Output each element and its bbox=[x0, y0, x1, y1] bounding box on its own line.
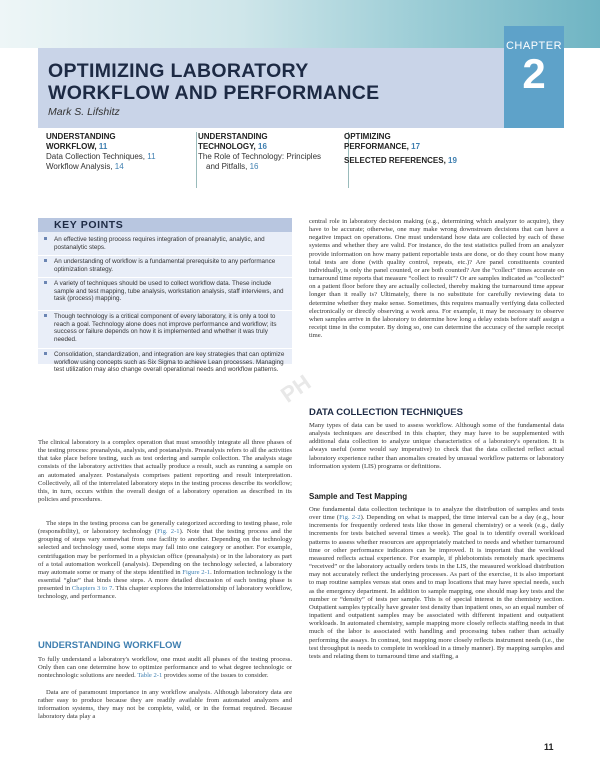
chapter-number: 2 bbox=[522, 50, 546, 97]
chapter-label: CHAPTER bbox=[505, 40, 563, 52]
outline-item: The Role of Technology: Principles bbox=[198, 152, 322, 161]
outline-item: and Pitfalls, bbox=[206, 162, 248, 171]
chapter-title-line2: WORKFLOW AND PERFORMANCE bbox=[48, 82, 380, 104]
section-heading: DATA COLLECTION TECHNIQUES bbox=[309, 407, 463, 418]
outline-page[interactable]: 11 bbox=[147, 152, 156, 161]
outline-heading: PERFORMANCE, bbox=[344, 142, 409, 151]
bullet-icon bbox=[44, 259, 47, 262]
body-paragraph: Data are of paramount importance in any workflow analysis. Although laboratory data are rather easy to produce because they are readily available from automated analyzers and information systems, they may not be complete, valid, or in the format required. Because laboratory data play a bbox=[38, 689, 292, 721]
outline-page[interactable]: 19 bbox=[448, 156, 457, 165]
key-point-item: A variety of techniques should be used to collect workflow data. These include sample and test mapping, tube analysis, workstation analysis, staff interviews, and task (process) mapping. bbox=[38, 280, 292, 310]
outline-page[interactable]: 17 bbox=[411, 142, 421, 151]
body-paragraph: central role in laboratory decision making (e.g., determining which analyzer to acquire), they have to be accurate; otherwise, one may make wrong downstream decisions that can have a negative impact on operations. One must understand how data are collected by each of these systems and whether they are valid. For instance, do the test statistics pulled from an analyzer provide information on how many patient reportable tests are done, or do they count how many total tests are done (with quality control, repeats, etc.)? Are panel constituents counted individually, is only the panel counted, or are both counted? Are the “collect” times accurate on turnaround time reports that measure “collect to result”? Or are samples indicated as “collected” on a patient floor before they are actually collected, thereby making the turnaround time appear longer than it really is? Ultimately, there is no substitute for carefully reviewing data to determine whether they make sense. Sometimes, this requires manually verifying data collected electronically or directly observing a work area. For example, it may be necessary to observe when samples arrive in the laboratory to determine how long a delay exists before staff assign a receipt time in the computer. By doing so, one can determine the accuracy of the sample receipt time. bbox=[309, 218, 564, 340]
subsection-heading: Sample and Test Mapping bbox=[309, 492, 408, 501]
chapter-outline bbox=[38, 132, 564, 188]
outline-page[interactable]: 16 bbox=[249, 162, 259, 171]
outline-heading: WORKFLOW, bbox=[46, 142, 97, 151]
body-paragraph: To fully understand a laboratory's workflow, one must audit all phases of the testing process. Only then can one determine how to optimize performance and to what degree technologic or nontechnologic solutions are needed. Table 2-1 provides some of the issues to consider. bbox=[38, 656, 292, 680]
divider bbox=[38, 277, 292, 278]
bullet-icon bbox=[44, 314, 47, 317]
outline-column-2 bbox=[198, 132, 349, 188]
chapter-title-line1: OPTIMIZING LABORATORY bbox=[48, 60, 309, 82]
bullet-icon bbox=[44, 352, 47, 355]
key-point-item: An effective testing process requires integration of preanalytic, analytic, and postanalytic steps. bbox=[38, 236, 292, 256]
outline-page[interactable]: 11 bbox=[98, 142, 108, 151]
bullet-icon bbox=[44, 281, 47, 284]
divider bbox=[38, 255, 292, 256]
watermark: PH bbox=[276, 369, 316, 408]
figure-link[interactable]: Fig. 2-1 bbox=[157, 528, 180, 536]
outline-item: SELECTED REFERENCES, bbox=[344, 156, 446, 165]
key-point-item: Consolidation, standardization, and integration are key strategies that can optimize workflow using concepts such as Six Sigma to achieve Lean processes. Managing test utilization may also change overall operational needs and workflow patterns. bbox=[38, 351, 292, 387]
body-paragraph: Many types of data can be used to assess workflow. Although some of the fundamental data analysis techniques are described in this chapter, they may have to be supplemented with additional data collection to analyze unique characteristics of a laboratory's operation. It is always useful (some would say imperative) to check that the data collected reflect actual laboratory experience rather than anomalies created by unusual workflow patterns or laboratory information system (LIS) programs or definitions. bbox=[309, 422, 564, 470]
outline-page[interactable]: 16 bbox=[258, 142, 267, 151]
outline-heading: UNDERSTANDING bbox=[46, 132, 116, 141]
body-paragraph: One fundamental data collection technique is to analyze the distribution of samples and tests over time (Fig. 2-2). Depending on what is mapped, the time interval can be a day (e.g., hour increments for frequently ordered tests like those in general chemistry) or a week (e.g., daily increments for tests batched several times a week). The goal is to identify overall workload patterns to assess whether resources are appropriately matched to needs and whether turnaround time or other performance indicators can be improved. It is important that the workload measured reflects actual experience. For example, if phlebotomists remotely mark specimens “received” or the laboratory actually orders tests in the LIS, the measured workload distribution may not accurately reflect the underlying processes. As part of the exercise, it is also important to map routine samples versus stat ones and to map locations that may have special needs, such as the emergency department. In addition to sample mapping, one should map key tests and the number or “density” of tests per sample. This is of special interest in the chemistry section. Outpatient samples typically have greater test density than inpatient ones, so an equal number of inpatient and outpatient samples may be associated with different inpatient and outpatient workloads. In automated chemistry, sample mapping more closely reflects staffing needs in that much of the labor is associated with handling and processing tubes rather than actually performing the assays. In contrast, test mapping more closely reflects instrument needs (i.e., the test throughput is needs to complete in workload in a timely manner). By mapping samples and tests and relating them to turnaround time and staffing, a bbox=[309, 506, 564, 660]
divider bbox=[38, 310, 292, 311]
body-paragraph: The steps in the testing process can be generally categorized according to testing phase, role (responsibility), or laboratory technology (Fig. 2-1). Note that the testing process and the grouping of steps vary somewhat from one facility to another. Depending on the technology selected and technology used, some steps may fall into one category or another. For example, centrifugation may be performed in a physician office (preanalysis) or in the laboratory as part of a total automation workcell (analysis). Depending on the technology selected, a laboratory may automate some or many of the steps identified in Figure 2-1. Information technology is the essential “glue” that binds these steps. A more detailed discussion of each testing phase is presented in Chapters 3 to 7. This chapter explores the interrelationship of laboratory workflow, technology, and performance. bbox=[38, 520, 292, 601]
outline-heading: TECHNOLOGY, bbox=[198, 142, 256, 151]
outline-column-1 bbox=[38, 132, 197, 188]
bullet-icon bbox=[44, 237, 47, 240]
figure-link[interactable]: Figure 2-1 bbox=[182, 568, 211, 576]
table-link[interactable]: Table 2-1 bbox=[137, 672, 163, 680]
key-point-item: Though technology is a critical component of every laboratory, it is only a tool to reach a goal. Technology alone does not improve performance and workflow; its success or failure depends on how it is implemented and whether it was truly needed. bbox=[38, 313, 292, 347]
section-heading: UNDERSTANDING WORKFLOW bbox=[38, 640, 182, 651]
figure-link[interactable]: Fig. 2-2 bbox=[339, 514, 361, 522]
body-paragraph: The clinical laboratory is a complex operation that must smoothly integrate all three phases of the testing process: preanalysis, analysis, and postanalysis. Preanalysis refers to all the activities that take place before testing, such as test ordering and sample collection. The analysis stage consists of the laboratory activities that actually produce a result, such as running a sample on an automated analyzer. Postanalysis comprises patient reporting and result interpretation. Collectively, all of the interrelated laboratory steps in the testing process describe its workflow; this, in turn, occurs within the overall design of a laboratory operation as described in its policies and procedures. bbox=[38, 439, 292, 504]
key-point-item: An understanding of workflow is a fundamental prerequisite to any performance optimization strategy. bbox=[38, 258, 292, 278]
outline-column-3 bbox=[344, 132, 544, 188]
page-number: 11 bbox=[544, 742, 554, 752]
divider bbox=[38, 348, 292, 349]
outline-item: Data Collection Techniques, bbox=[46, 152, 146, 161]
outline-heading: UNDERSTANDING bbox=[198, 132, 268, 141]
outline-page[interactable]: 14 bbox=[114, 162, 124, 171]
chapter-link[interactable]: Chapters 3 to 7 bbox=[71, 585, 113, 593]
outline-heading: OPTIMIZING bbox=[344, 132, 391, 141]
outline-item: Workflow Analysis, bbox=[46, 162, 113, 171]
key-points-title: KEY POINTS bbox=[38, 218, 292, 232]
author: Mark S. Lifshitz bbox=[48, 106, 120, 118]
